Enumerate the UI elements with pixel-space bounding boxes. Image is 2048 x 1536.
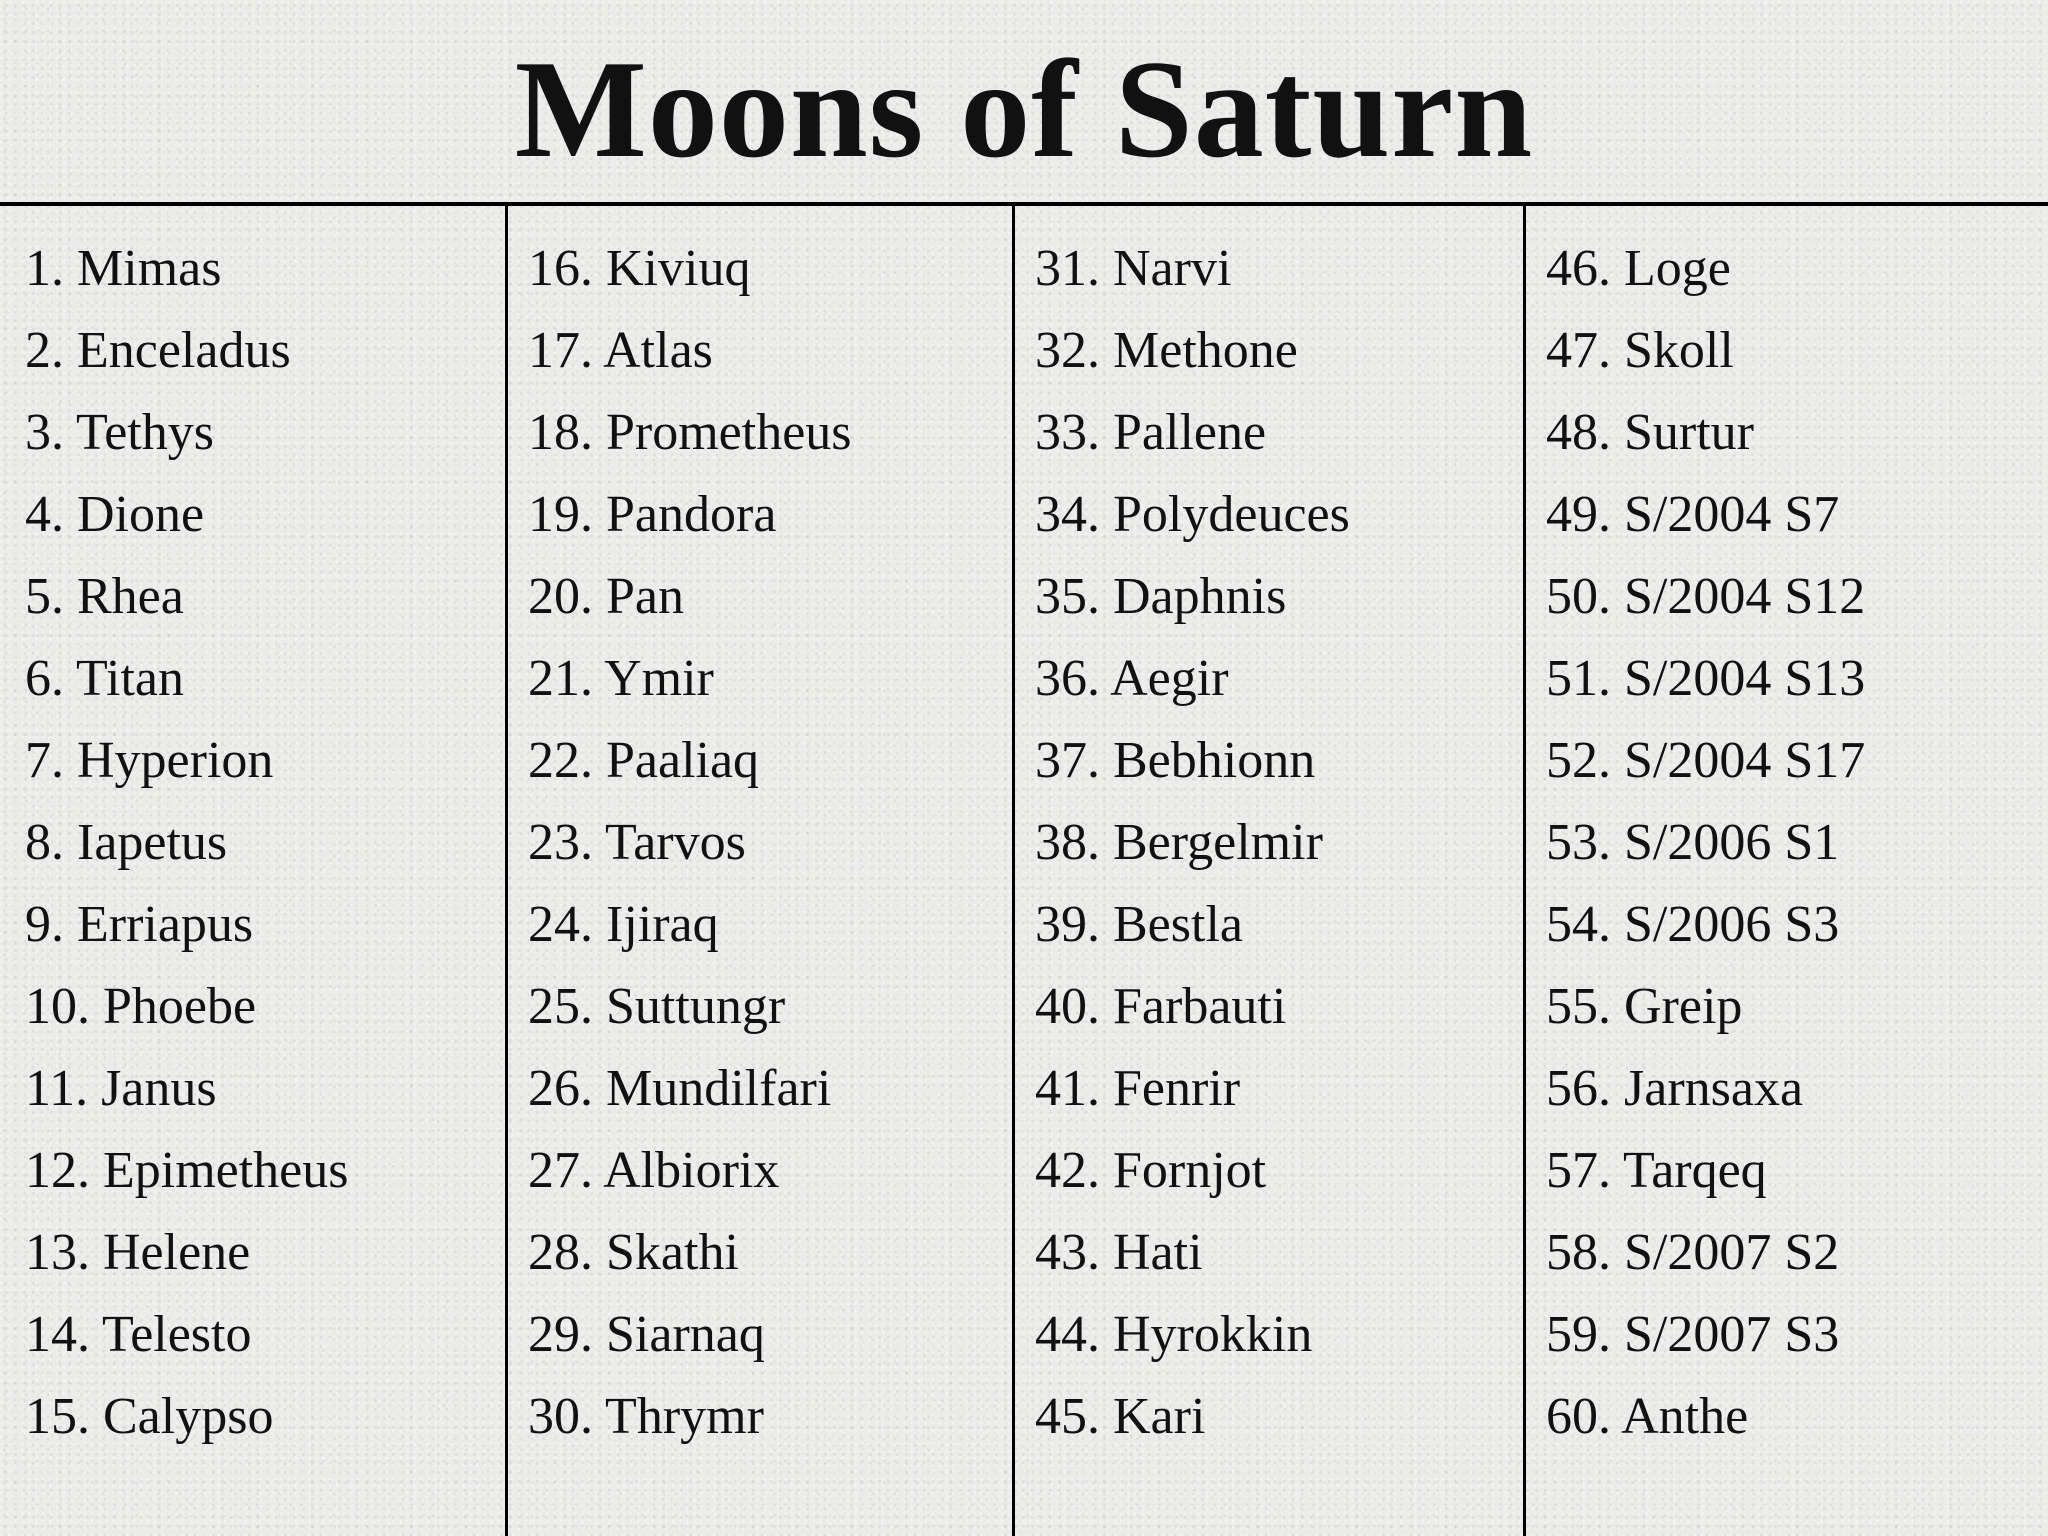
- moon-list-item: 33. Pallene: [1035, 404, 1267, 461]
- moon-list-item: 7. Hyperion: [25, 732, 274, 789]
- moon-list-item: 60. Anthe: [1546, 1388, 1749, 1445]
- moon-list-item: 23. Tarvos: [528, 814, 746, 871]
- moon-column-4: [1526, 206, 2048, 1536]
- moon-list-item: 40. Farbauti: [1035, 978, 1287, 1035]
- moon-list-item: 32. Methone: [1035, 322, 1298, 379]
- moon-list-item: 22. Paaliaq: [528, 732, 760, 789]
- moon-list-item: 58. S/2007 S2: [1546, 1224, 1840, 1281]
- moon-list-item: 21. Ymir: [528, 650, 714, 707]
- moon-list-item: 52. S/2004 S17: [1546, 732, 1866, 789]
- moon-column-1: [0, 206, 505, 1536]
- moon-list-item: 20. Pan: [528, 568, 684, 625]
- moon-list-item: 11. Janus: [25, 1060, 217, 1117]
- moon-list-item: 41. Fenrir: [1035, 1060, 1241, 1117]
- moon-list-item: 47. Skoll: [1546, 322, 1734, 379]
- moon-list-item: 57. Tarqeq: [1546, 1142, 1767, 1199]
- moon-list-item: 34. Polydeuces: [1035, 486, 1350, 543]
- moon-list-item: 29. Siarnaq: [528, 1306, 765, 1363]
- moon-list-item: 53. S/2006 S1: [1546, 814, 1840, 871]
- moon-list-item: 12. Epimetheus: [25, 1142, 349, 1199]
- moon-list-item: 3. Tethys: [25, 404, 214, 461]
- moon-list-item: 14. Telesto: [25, 1306, 252, 1363]
- moon-list-item: 16. Kiviuq: [528, 240, 751, 297]
- moon-list-item: 36. Aegir: [1035, 650, 1229, 707]
- moon-list-item: 35. Daphnis: [1035, 568, 1287, 625]
- moon-list-item: 10. Phoebe: [25, 978, 257, 1035]
- moon-list-item: 30. Thrymr: [528, 1388, 764, 1445]
- moon-list-item: 31. Narvi: [1035, 240, 1232, 297]
- moon-list-item: 39. Bestla: [1035, 896, 1243, 953]
- moon-list-item: 6. Titan: [25, 650, 184, 707]
- moon-list-item: 55. Greip: [1546, 978, 1743, 1035]
- moon-column-3: [1015, 206, 1523, 1536]
- moon-list-item: 38. Bergelmir: [1035, 814, 1323, 871]
- moon-list-item: 43. Hati: [1035, 1224, 1203, 1281]
- moon-list-item: 17. Atlas: [528, 322, 713, 379]
- moon-list-item: 50. S/2004 S12: [1546, 568, 1866, 625]
- moon-list-item: 25. Suttungr: [528, 978, 786, 1035]
- moon-list-item: 9. Erriapus: [25, 896, 254, 953]
- moon-list-item: 4. Dione: [25, 486, 205, 543]
- moon-list-item: 54. S/2006 S3: [1546, 896, 1840, 953]
- moon-list-item: 37. Bebhionn: [1035, 732, 1316, 789]
- moon-list-item: 19. Pandora: [528, 486, 777, 543]
- moon-list-item: 8. Iapetus: [25, 814, 228, 871]
- moon-list-item: 45. Kari: [1035, 1388, 1206, 1445]
- moon-list-item: 1. Mimas: [25, 240, 222, 297]
- slide-title: Moons of Saturn: [514, 32, 1534, 187]
- moon-list-item: 26. Mundilfari: [528, 1060, 832, 1117]
- moon-column-2: [508, 206, 1012, 1536]
- moon-list-item: 49. S/2004 S7: [1546, 486, 1840, 543]
- moon-list-item: 5. Rhea: [25, 568, 184, 625]
- moon-list-item: 2. Enceladus: [25, 322, 291, 379]
- moon-list-item: 15. Calypso: [25, 1388, 274, 1445]
- moon-list-item: 44. Hyrokkin: [1035, 1306, 1313, 1363]
- moon-list-item: 48. Surtur: [1546, 404, 1754, 461]
- moon-list-item: 46. Loge: [1546, 240, 1731, 297]
- moon-list-item: 42. Fornjot: [1035, 1142, 1267, 1199]
- moon-list-item: 18. Prometheus: [528, 404, 852, 461]
- moon-list-item: 28. Skathi: [528, 1224, 739, 1281]
- moon-list-item: 13. Helene: [25, 1224, 251, 1281]
- moon-table: [0, 202, 2048, 1536]
- moon-list-item: 27. Albiorix: [528, 1142, 780, 1199]
- moon-list-item: 51. S/2004 S13: [1546, 650, 1866, 707]
- moon-list-item: 56. Jarnsaxa: [1546, 1060, 1804, 1117]
- moon-list-item: 59. S/2007 S3: [1546, 1306, 1840, 1363]
- moon-list-item: 24. Ijiraq: [528, 896, 719, 953]
